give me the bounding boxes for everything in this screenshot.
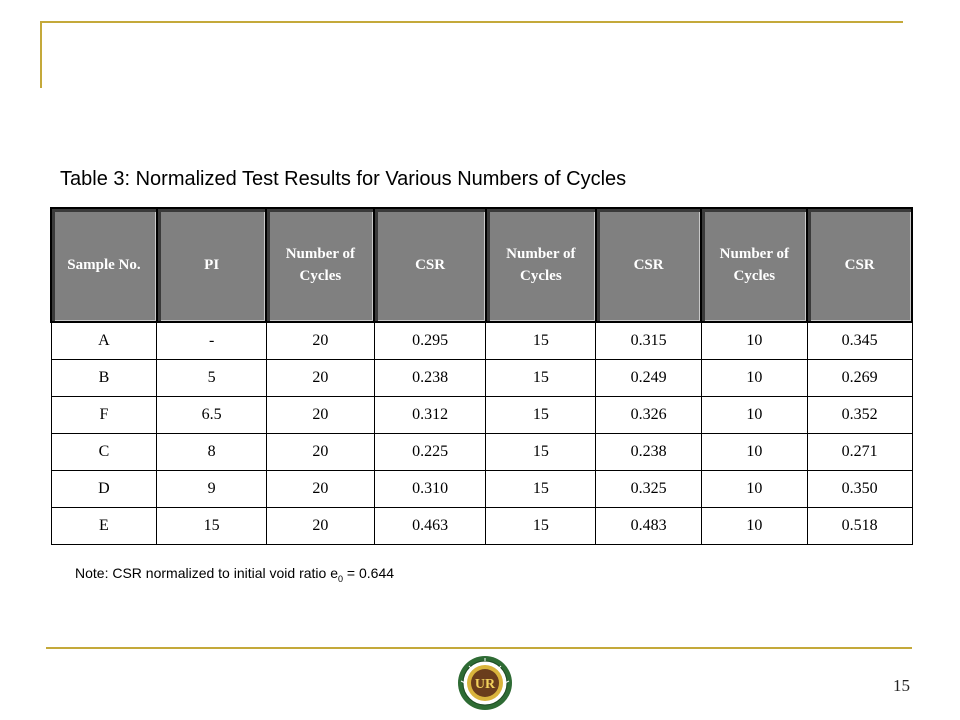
cell-sample: A bbox=[51, 322, 157, 360]
university-seal-icon bbox=[457, 655, 513, 711]
header-csr-3: CSR bbox=[807, 208, 912, 322]
header-cycles-3: Number of Cycles bbox=[701, 208, 807, 322]
cell-cycles: 10 bbox=[701, 471, 807, 508]
cell-cycles: 15 bbox=[486, 508, 596, 545]
cell-csr: 0.249 bbox=[596, 360, 702, 397]
cell-sample: C bbox=[51, 434, 157, 471]
cell-sample: E bbox=[51, 508, 157, 545]
table-row bbox=[51, 434, 912, 471]
cell-pi: 9 bbox=[157, 471, 267, 508]
left-decorative-line bbox=[40, 21, 42, 88]
cell-cycles: 20 bbox=[266, 322, 374, 360]
cell-cycles: 10 bbox=[701, 322, 807, 360]
results-table bbox=[50, 207, 913, 545]
header-cycles-2: Number of Cycles bbox=[486, 208, 596, 322]
table-row bbox=[51, 508, 912, 545]
cell-cycles: 15 bbox=[486, 471, 596, 508]
cell-csr: 0.238 bbox=[374, 360, 486, 397]
cell-csr: 0.295 bbox=[374, 322, 486, 360]
cell-pi: 5 bbox=[157, 360, 267, 397]
cell-cycles: 15 bbox=[486, 397, 596, 434]
table-row bbox=[51, 360, 912, 397]
cell-sample: D bbox=[51, 471, 157, 508]
bottom-decorative-line bbox=[46, 647, 912, 649]
cell-csr: 0.315 bbox=[596, 322, 702, 360]
table-note: Note: CSR normalized to initial void ratio $e_0 = 0.644$ bbox=[75, 565, 395, 584]
cell-pi: 15 bbox=[157, 508, 267, 545]
cell-csr: 0.483 bbox=[596, 508, 702, 545]
header-pi: PI bbox=[157, 208, 267, 322]
cell-sample: F bbox=[51, 397, 157, 434]
header-csr-2: CSR bbox=[596, 208, 702, 322]
seal-lettering: UR bbox=[474, 677, 496, 692]
cell-pi: 6.5 bbox=[157, 397, 267, 434]
cell-cycles: 20 bbox=[266, 471, 374, 508]
cell-cycles: 15 bbox=[486, 322, 596, 360]
cell-cycles: 15 bbox=[486, 360, 596, 397]
cell-csr: 0.225 bbox=[374, 434, 486, 471]
cell-csr: 0.518 bbox=[807, 508, 912, 545]
table-title: Table 3: Normalized Test Results for Various Numbers of Cycles bbox=[60, 168, 627, 190]
top-decorative-line bbox=[40, 21, 903, 23]
cell-csr: 0.345 bbox=[807, 322, 912, 360]
cell-csr: 0.269 bbox=[807, 360, 912, 397]
cell-cycles: 20 bbox=[266, 360, 374, 397]
cell-pi: 8 bbox=[157, 434, 267, 471]
cell-sample: B bbox=[51, 360, 157, 397]
cell-csr: 0.350 bbox=[807, 471, 912, 508]
cell-csr: 0.325 bbox=[596, 471, 702, 508]
cell-cycles: 10 bbox=[701, 397, 807, 434]
cell-csr: 0.463 bbox=[374, 508, 486, 545]
cell-cycles: 10 bbox=[701, 360, 807, 397]
cell-cycles: 10 bbox=[701, 508, 807, 545]
table-row bbox=[51, 322, 912, 360]
cell-csr: 0.352 bbox=[807, 397, 912, 434]
cell-csr: 0.326 bbox=[596, 397, 702, 434]
cell-cycles: 15 bbox=[486, 434, 596, 471]
cell-csr: 0.310 bbox=[374, 471, 486, 508]
cell-cycles: 20 bbox=[266, 508, 374, 545]
void-ratio-subscript: 0 bbox=[338, 573, 344, 584]
cell-csr: 0.271 bbox=[807, 434, 912, 471]
header-csr-1: CSR bbox=[374, 208, 486, 322]
cell-csr: 0.238 bbox=[596, 434, 702, 471]
cell-cycles: 20 bbox=[266, 434, 374, 471]
cell-csr: 0.312 bbox=[374, 397, 486, 434]
header-sample-no: Sample No. bbox=[51, 208, 157, 322]
table-header-row bbox=[51, 208, 912, 322]
table-row bbox=[51, 471, 912, 508]
cell-cycles: 20 bbox=[266, 397, 374, 434]
cell-cycles: 10 bbox=[701, 434, 807, 471]
header-cycles-1: Number of Cycles bbox=[266, 208, 374, 322]
cell-pi: - bbox=[157, 322, 267, 360]
page-number: 15 bbox=[893, 676, 910, 695]
table-row bbox=[51, 397, 912, 434]
